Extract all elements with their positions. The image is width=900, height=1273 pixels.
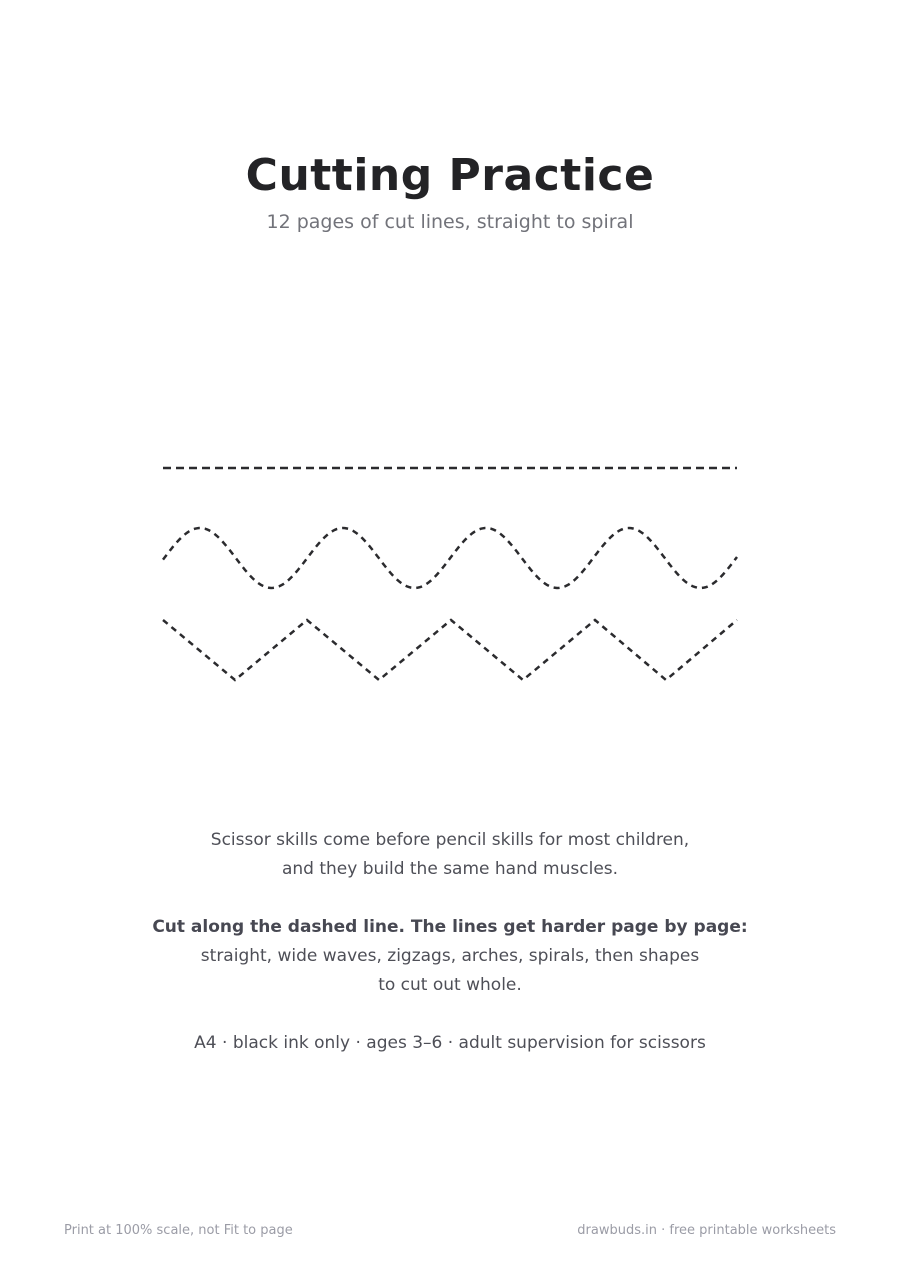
instruction-heading: Cut along the dashed line. The lines get harder page by page: [152,917,748,937]
intro-line-1: Scissor skills come before pencil skills for most children, [210,830,690,850]
instruction-line-2: straight, wide waves, zigzags, arches, spirals, then shapes [200,946,700,966]
zigzag-cut-line [163,620,737,680]
instruction-line-3: to cut out whole. [378,975,522,995]
description [0,826,900,1058]
intro-line-2: and they build the same hand muscles. [281,859,619,879]
site-credit: drawbuds.in · free printable worksheets [577,1223,836,1238]
print-note: Print at 100% scale, not Fit to page [64,1223,293,1238]
page-subtitle: 12 pages of cut lines, straight to spiral [266,211,634,233]
cut-lines-illustration [0,440,900,700]
print-specs: A4 · black ink only · ages 3–6 · adult supervision for scissors [194,1033,706,1053]
wave-cut-line [163,528,737,588]
page-title: Cutting Practice [245,150,655,201]
